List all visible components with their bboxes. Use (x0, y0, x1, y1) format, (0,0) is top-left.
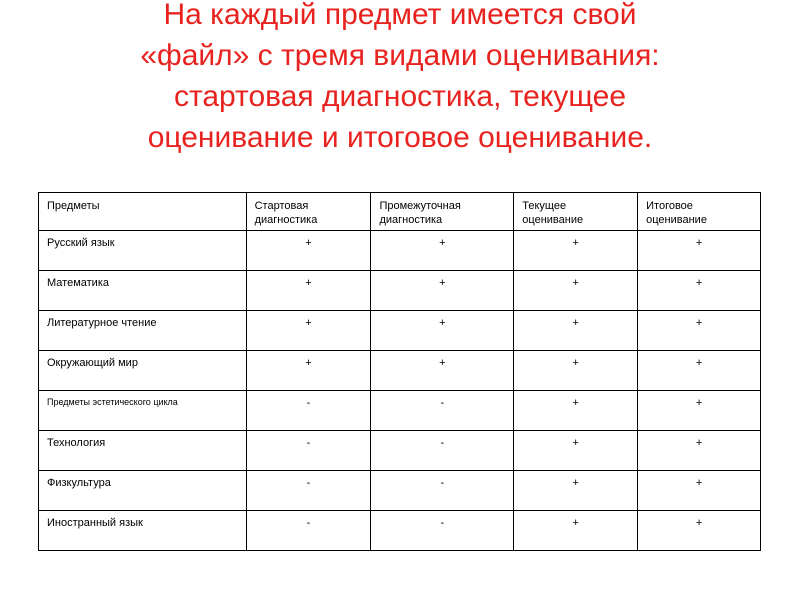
mark-cell: + (514, 471, 638, 511)
assessment-table (38, 192, 761, 551)
mark-cell: + (371, 231, 514, 271)
mark-cell: + (371, 351, 514, 391)
header-subjects: Предметы (39, 193, 247, 231)
subject-cell: Математика (39, 271, 247, 311)
mark-cell: + (638, 311, 761, 351)
mark-cell: + (514, 511, 638, 551)
mark-cell: + (514, 351, 638, 391)
mark-cell: + (371, 311, 514, 351)
table-header-row (39, 193, 761, 231)
mark-cell: + (638, 231, 761, 271)
mark-cell: + (514, 311, 638, 351)
table-row (39, 311, 761, 351)
mark-cell: + (638, 391, 761, 431)
subject-cell: Предметы эстетического цикла (39, 391, 247, 431)
table-row (39, 511, 761, 551)
mark-cell: + (638, 271, 761, 311)
mark-cell: + (246, 311, 371, 351)
slide-title (60, 0, 740, 158)
mark-cell: - (246, 471, 371, 511)
header-intermediate-diagnostics: Промежуточная диагностика (371, 193, 514, 231)
mark-cell: - (371, 511, 514, 551)
mark-cell: + (638, 471, 761, 511)
subject-cell: Физкультура (39, 471, 247, 511)
mark-cell: - (371, 471, 514, 511)
mark-cell: + (246, 271, 371, 311)
title-line: На каждый предмет имеется свой (163, 0, 637, 31)
subject-cell: Окружающий мир (39, 351, 247, 391)
mark-cell: + (638, 351, 761, 391)
table-row (39, 391, 761, 431)
table-row (39, 431, 761, 471)
mark-cell: - (371, 391, 514, 431)
table-row (39, 351, 761, 391)
subject-cell: Русский язык (39, 231, 247, 271)
mark-cell: + (514, 431, 638, 471)
mark-cell: + (246, 231, 371, 271)
title-line: стартовая диагностика, текущее (173, 80, 627, 113)
mark-cell: - (371, 431, 514, 471)
mark-cell: + (371, 271, 514, 311)
mark-cell: + (246, 351, 371, 391)
header-final-assessment: Итоговое оценивание (638, 193, 761, 231)
header-current-assessment: Текущее оценивание (514, 193, 638, 231)
subject-cell: Иностранный язык (39, 511, 247, 551)
mark-cell: - (246, 511, 371, 551)
header-start-diagnostics: Стартовая диагностика (246, 193, 371, 231)
mark-cell: + (514, 391, 638, 431)
subject-cell: Технология (39, 431, 247, 471)
mark-cell: + (514, 271, 638, 311)
subject-cell: Литературное чтение (39, 311, 247, 351)
table-row (39, 471, 761, 511)
mark-cell: + (638, 511, 761, 551)
title-line: оценивание и итоговое оценивание. (147, 121, 653, 154)
table-row (39, 271, 761, 311)
mark-cell: + (514, 231, 638, 271)
mark-cell: + (638, 431, 761, 471)
table-row (39, 231, 761, 271)
mark-cell: - (246, 391, 371, 431)
title-line: «файл» с тремя видами оценивания: (140, 39, 660, 72)
mark-cell: - (246, 431, 371, 471)
